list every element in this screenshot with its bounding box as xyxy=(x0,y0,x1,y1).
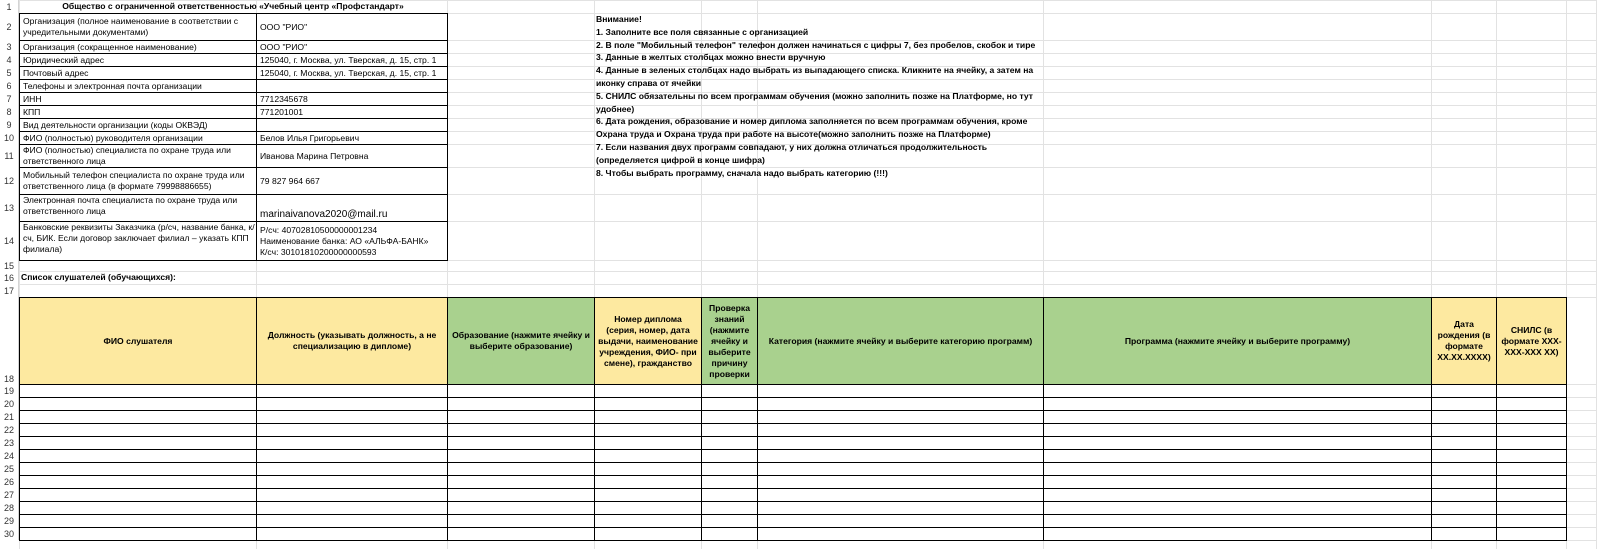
table-cell[interactable] xyxy=(1496,384,1567,398)
row-number[interactable]: 1 xyxy=(0,0,19,13)
table-cell[interactable] xyxy=(1496,423,1567,437)
table-header-cell[interactable]: Программа (нажмите ячейку и выберите программу) xyxy=(1043,297,1432,385)
table-cell[interactable] xyxy=(1496,397,1567,411)
table-cell[interactable] xyxy=(447,475,595,489)
table-cell[interactable] xyxy=(1431,384,1497,398)
table-cell[interactable] xyxy=(447,384,595,398)
sheet-title[interactable]: Общество с ограниченной ответственностью «Учебный центр «Профстандарт» xyxy=(62,1,404,11)
table-cell[interactable] xyxy=(447,462,595,476)
table-cell[interactable] xyxy=(1431,488,1497,502)
table-cell[interactable] xyxy=(594,527,702,541)
table-cell[interactable] xyxy=(594,462,702,476)
org-field-label: Юридический адрес xyxy=(19,53,257,67)
table-cell[interactable] xyxy=(701,397,758,411)
instruction-line: 3. Данные в желтых столбцах можно внести вручную xyxy=(596,52,826,63)
bank-detail-line: Р/сч: 40702810500000001234 xyxy=(260,224,378,235)
org-field-label: Организация (сокращенное наименование) xyxy=(19,40,257,54)
instruction-line: Внимание! xyxy=(596,14,642,24)
org-field-value[interactable]: 7712345678 xyxy=(256,92,448,106)
row-number[interactable]: 18 xyxy=(0,297,19,384)
row-number[interactable]: 16 xyxy=(0,271,19,284)
instruction-line: 5. СНИЛС обязательны по всем программам обучения (можно заполнить позже на Платформе, но тут удобнее) xyxy=(596,90,1033,114)
table-cell[interactable] xyxy=(447,397,595,411)
row-number[interactable]: 4 xyxy=(0,53,19,66)
row-number[interactable]: 29 xyxy=(0,514,19,527)
table-cell[interactable] xyxy=(19,462,257,476)
instruction-line: 6. Дата рождения, образование и номер диплома заполняется по всем программам обучения, кроме Охрана труда и Охрана труда при работе на высоте(можно заполнить позже на Платформе) xyxy=(596,116,1028,140)
table-cell[interactable] xyxy=(1043,514,1432,528)
table-cell[interactable] xyxy=(19,423,257,437)
table-cell[interactable] xyxy=(757,384,1044,398)
table-cell[interactable] xyxy=(19,475,257,489)
org-field-value[interactable]: 771201001 xyxy=(256,105,448,119)
table-cell[interactable] xyxy=(1431,410,1497,424)
table-cell[interactable] xyxy=(256,410,448,424)
table-cell[interactable] xyxy=(1043,397,1432,411)
row-number[interactable]: 14 xyxy=(0,221,19,260)
table-cell[interactable] xyxy=(19,436,257,450)
table-cell[interactable] xyxy=(1496,488,1567,502)
row-number[interactable]: 15 xyxy=(0,260,19,271)
table-header-cell[interactable]: Номер диплома (серия, номер, дата выдачи, наименование учреждения, ФИО- при смене), гражданство xyxy=(594,297,702,385)
table-cell[interactable] xyxy=(19,527,257,541)
table-cell[interactable] xyxy=(594,384,702,398)
org-field-value[interactable]: ООО "РИО" xyxy=(256,40,448,54)
table-cell[interactable] xyxy=(256,449,448,463)
org-field-label: Вид деятельности организации (коды ОКВЭД) xyxy=(19,118,257,132)
table-cell[interactable] xyxy=(1431,436,1497,450)
table-cell[interactable] xyxy=(594,423,702,437)
instructions-note xyxy=(596,13,1046,179)
table-cell[interactable] xyxy=(701,462,758,476)
org-field-label: ФИО (полностью) руководителя организации xyxy=(19,131,257,145)
row-gridline xyxy=(19,284,1597,285)
table-cell[interactable] xyxy=(1431,527,1497,541)
org-field-label: ИНН xyxy=(19,92,257,106)
table-cell[interactable] xyxy=(701,449,758,463)
row-number[interactable]: 27 xyxy=(0,488,19,501)
table-header-cell[interactable]: Проверка знаний (нажмите ячейку и выберите причину проверки xyxy=(701,297,758,385)
table-cell[interactable] xyxy=(1431,475,1497,489)
table-cell[interactable] xyxy=(19,449,257,463)
table-header-cell[interactable]: Должность (указывать должность, а не специализацию в дипломе) xyxy=(256,297,448,385)
table-cell[interactable] xyxy=(757,410,1044,424)
table-cell[interactable] xyxy=(1496,527,1567,541)
table-cell[interactable] xyxy=(1043,423,1432,437)
row-number[interactable]: 28 xyxy=(0,501,19,514)
org-field-value[interactable]: 125040, г. Москва, ул. Тверская, д. 15, стр. 1 xyxy=(256,66,448,80)
org-field-label: Организация (полное наименование в соответствии с учредительными документами) xyxy=(19,13,257,41)
bank-detail-line: Наименование банка: АО «АЛЬФА-БАНК» xyxy=(260,235,429,246)
table-cell[interactable] xyxy=(19,397,257,411)
row-number[interactable]: 12 xyxy=(0,167,19,194)
table-cell[interactable] xyxy=(1496,436,1567,450)
table-cell[interactable] xyxy=(594,449,702,463)
table-cell[interactable] xyxy=(757,527,1044,541)
table-cell[interactable] xyxy=(1496,449,1567,463)
table-cell[interactable] xyxy=(594,514,702,528)
list-title: Список слушателей (обучающихся): xyxy=(21,272,176,282)
org-field-value[interactable]: Иванова Марина Петровна xyxy=(256,144,448,168)
table-cell[interactable] xyxy=(447,501,595,515)
table-cell[interactable] xyxy=(1496,462,1567,476)
table-cell[interactable] xyxy=(447,449,595,463)
table-cell[interactable] xyxy=(19,488,257,502)
org-field-value-bank[interactable] xyxy=(256,221,448,261)
table-cell[interactable] xyxy=(757,436,1044,450)
table-cell[interactable] xyxy=(256,488,448,502)
org-field-value[interactable]: Белов Илья Григорьевич xyxy=(256,131,448,145)
table-cell[interactable] xyxy=(447,514,595,528)
table-cell[interactable] xyxy=(256,501,448,515)
org-field-label: Мобильный телефон специалиста по охране труда или ответственного лица (в формате 79998886655) xyxy=(19,167,257,195)
table-header-cell[interactable]: ФИО слушателя xyxy=(19,297,257,385)
row-number[interactable]: 11 xyxy=(0,144,19,167)
table-cell[interactable] xyxy=(256,462,448,476)
bank-detail-line: К/сч: 30101810200000000593 xyxy=(260,246,377,257)
table-cell[interactable] xyxy=(701,436,758,450)
org-field-value[interactable]: 125040, г. Москва, ул. Тверская, д. 15, стр. 1 xyxy=(256,53,448,67)
table-cell[interactable] xyxy=(1043,410,1432,424)
table-cell[interactable] xyxy=(256,423,448,437)
org-field-label: Электронная почта специалиста по охране труда или ответственного лица xyxy=(19,194,257,222)
table-cell[interactable] xyxy=(757,462,1044,476)
table-cell[interactable] xyxy=(1043,501,1432,515)
table-cell[interactable] xyxy=(701,501,758,515)
table-cell[interactable] xyxy=(447,423,595,437)
row-number[interactable]: 9 xyxy=(0,118,19,131)
table-cell[interactable] xyxy=(701,475,758,489)
row-number[interactable]: 20 xyxy=(0,397,19,410)
table-cell[interactable] xyxy=(757,488,1044,502)
table-header-cell[interactable]: Образование (нажмите ячейку и выберите образование) xyxy=(447,297,595,385)
table-cell[interactable] xyxy=(757,423,1044,437)
row-number[interactable]: 7 xyxy=(0,92,19,105)
table-cell[interactable] xyxy=(1431,397,1497,411)
table-cell[interactable] xyxy=(757,449,1044,463)
org-field-value[interactable]: 79 827 964 667 xyxy=(256,167,448,195)
table-cell[interactable] xyxy=(19,384,257,398)
row-number[interactable]: 10 xyxy=(0,131,19,144)
table-cell[interactable] xyxy=(1043,449,1432,463)
org-field-label: КПП xyxy=(19,105,257,119)
row-number[interactable]: 26 xyxy=(0,475,19,488)
table-cell[interactable] xyxy=(594,410,702,424)
table-cell[interactable] xyxy=(256,436,448,450)
table-cell[interactable] xyxy=(1431,423,1497,437)
row-number[interactable]: 13 xyxy=(0,194,19,221)
org-field-label: ФИО (полностью) специалиста по охране труда или ответственного лица xyxy=(19,144,257,168)
table-header-cell[interactable]: Категория (нажмите ячейку и выберите категорию программ) xyxy=(757,297,1044,385)
table-cell[interactable] xyxy=(1496,514,1567,528)
table-cell[interactable] xyxy=(701,488,758,502)
table-header-cell[interactable]: СНИЛС (в формате ХХХ-ХХХ-ХХХ ХХ) xyxy=(1496,297,1567,385)
table-cell[interactable] xyxy=(256,527,448,541)
org-field-label: Телефоны и электронная почта организации xyxy=(19,79,257,93)
row-number[interactable]: 8 xyxy=(0,105,19,118)
table-cell[interactable] xyxy=(701,514,758,528)
table-header-cell[interactable]: Дата рождения (в формате ХХ.ХХ.ХХХХ) xyxy=(1431,297,1497,385)
table-cell[interactable] xyxy=(19,514,257,528)
row-number[interactable]: 24 xyxy=(0,449,19,462)
instruction-line: 2. В поле "Мобильный телефон" телефон должен начинаться с цифры 7, без пробелов, скобок и тире xyxy=(596,39,1036,50)
row-number[interactable]: 6 xyxy=(0,79,19,92)
table-cell[interactable] xyxy=(701,527,758,541)
table-cell[interactable] xyxy=(701,384,758,398)
table-cell[interactable] xyxy=(1431,514,1497,528)
row-number[interactable]: 19 xyxy=(0,384,19,397)
row-number[interactable]: 21 xyxy=(0,410,19,423)
table-cell[interactable] xyxy=(757,475,1044,489)
table-cell[interactable] xyxy=(594,488,702,502)
row-number[interactable]: 5 xyxy=(0,66,19,79)
table-cell[interactable] xyxy=(1431,462,1497,476)
table-cell[interactable] xyxy=(594,475,702,489)
row-number[interactable]: 2 xyxy=(0,13,19,40)
row-number[interactable]: 3 xyxy=(0,40,19,53)
row-number[interactable]: 25 xyxy=(0,462,19,475)
table-cell[interactable] xyxy=(1043,384,1432,398)
org-field-value[interactable]: ООО "РИО" xyxy=(256,13,448,41)
table-cell[interactable] xyxy=(256,397,448,411)
instruction-line: 7. Если названия двух программ совпадают, у них должна отличаться продолжительность (определяется цифрой в конце шифра) xyxy=(596,141,988,165)
row-number[interactable]: 17 xyxy=(0,284,19,297)
table-cell[interactable] xyxy=(594,397,702,411)
table-cell[interactable] xyxy=(1431,501,1497,515)
table-cell[interactable] xyxy=(1496,410,1567,424)
table-cell[interactable] xyxy=(447,436,595,450)
instruction-line: 4. Данные в зеленых столбцах надо выбрать из выпадающего списка. Кликните на ячейку, а затем на иконку справа от ячейки xyxy=(596,65,1034,88)
table-cell[interactable] xyxy=(757,514,1044,528)
org-field-label: Почтовый адрес xyxy=(19,66,257,80)
row-number[interactable]: 30 xyxy=(0,527,19,540)
org-field-value[interactable] xyxy=(256,79,448,93)
table-cell[interactable] xyxy=(1043,488,1432,502)
table-cell[interactable] xyxy=(701,423,758,437)
table-cell[interactable] xyxy=(256,384,448,398)
table-cell[interactable] xyxy=(757,501,1044,515)
table-cell[interactable] xyxy=(757,397,1044,411)
table-cell[interactable] xyxy=(1043,436,1432,450)
row-number[interactable]: 23 xyxy=(0,436,19,449)
instruction-line: 8. Чтобы выбрать программу, сначала надо выбрать категорию (!!!) xyxy=(596,167,888,178)
table-cell[interactable] xyxy=(19,501,257,515)
table-cell[interactable] xyxy=(1496,501,1567,515)
table-cell[interactable] xyxy=(447,410,595,424)
org-field-value[interactable] xyxy=(256,118,448,132)
table-cell[interactable] xyxy=(447,488,595,502)
table-cell[interactable] xyxy=(19,410,257,424)
table-cell[interactable] xyxy=(256,514,448,528)
table-cell[interactable] xyxy=(256,475,448,489)
table-cell[interactable] xyxy=(1431,449,1497,463)
table-cell[interactable] xyxy=(1043,475,1432,489)
instruction-line: 1. Заполните все поля связанные с организацией xyxy=(596,26,809,37)
table-cell[interactable] xyxy=(594,436,702,450)
table-cell[interactable] xyxy=(1496,475,1567,489)
org-field-value[interactable]: marinaivanova2020@mail.ru xyxy=(256,194,448,222)
table-cell[interactable] xyxy=(1043,527,1432,541)
row-number[interactable]: 22 xyxy=(0,423,19,436)
table-cell[interactable] xyxy=(447,527,595,541)
table-cell[interactable] xyxy=(701,410,758,424)
table-cell[interactable] xyxy=(1043,462,1432,476)
org-field-label: Банковские реквизиты Заказчика (р/сч, название банка, к/сч, БИК. Если договор заключает филиал – указать КПП филиала) xyxy=(19,221,257,261)
table-cell[interactable] xyxy=(594,501,702,515)
